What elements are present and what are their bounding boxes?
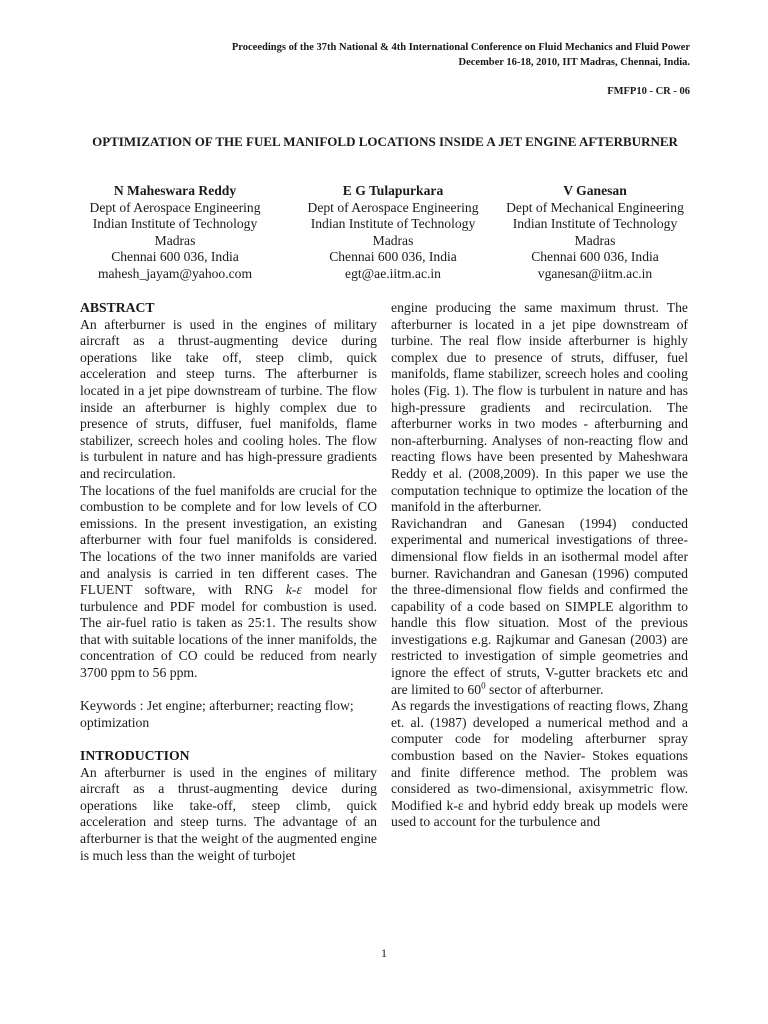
- author-institute: Indian Institute of Technology: [512, 216, 678, 231]
- author-email: vganesan@iitm.ac.in: [537, 265, 653, 281]
- author-email: egt@ae.iitm.ac.in: [345, 265, 441, 281]
- author-name: V Ganesan: [563, 183, 627, 198]
- author-institute: Indian Institute of Technology: [310, 216, 476, 231]
- body-paragraph: As regards the investigations of reacting flows, Zhang et. al. (1987) developed a numerical method and a computer code for modeling afterburner spray combustion based on the Navier- Stokes equations and finite difference method. The problem was considered as two-dimensional, axisymmetric flow. Modified k-ε and hybrid eddy break up models were used to account for the turbulence and: [391, 698, 688, 830]
- conference-header: Proceedings of the 37th National & 4th International Conference on Fluid Mechanics and Fluid Power: [231, 42, 690, 53]
- body-paragraph: engine producing the same maximum thrust. The afterburner is located in a jet pipe downstream of turbine. The real flow inside afterburner is highly complex due to presence of struts, diffuser, fuel manifolds, flame stabilizer, screech holes and cooling holes (Fig. 1). The flow is turbulent in nature and has high-pressure gradients and recirculation. The afterburner works in two modes - afterburning and non-afterburning. Analyses of non-reacting flow and reacting flows have been presented by Maheshwara Reddy et al. (2008,2009). In this paper we use the computation technique to optimize the location of the manifold in the afterburner.: [391, 300, 688, 515]
- abstract-heading: ABSTRACT: [80, 300, 155, 315]
- abstract-paragraph: The locations of the fuel manifolds are crucial for the combustion to be complete and for low levels of CO emissions. In the present investigation, an existing afterburner with four fuel manifolds is considered. The locations of the two inner manifolds are varied and analysis is carried in ten different cases. The FLUENT software, with RNG k-ε model for turbulence and PDF model for combustion is used. The air-fuel ratio is taken as 25:1. The results show that with suitable locations of the inner manifolds, the concentration of CO could be reduced from nearly 3700 ppm to 56 ppm.: [80, 482, 377, 681]
- conference-dates: December 16-18, 2010, IIT Madras, Chennai, India.: [458, 57, 690, 68]
- author-block: [283, 183, 503, 282]
- abstract-paragraph: An afterburner is used in the engines of military aircraft as a thrust-augmenting device during operations like take off, steep climb, quick acceleration and steep turns. The afterburner is located in a jet pipe downstream of turbine. The flow inside an afterburner is highly complex due to presence of struts, diffuser, fuel manifolds, flame stabilizer, screech holes and cooling holes. The flow is turbulent in nature and has high-pressure gradients and recirculation.: [80, 316, 377, 481]
- introduction-heading: INTRODUCTION: [80, 748, 190, 764]
- author-block: [485, 183, 705, 282]
- author-address: Chennai 600 036, India: [531, 249, 659, 264]
- author-email: mahesh_jayam@yahoo.com: [97, 265, 253, 281]
- page-number: 1: [381, 946, 387, 960]
- author-address: Chennai 600 036, India: [329, 249, 457, 264]
- author-city: Madras: [372, 232, 414, 248]
- author-address: Chennai 600 036, India: [111, 249, 239, 264]
- paper-id: FMFP10 - CR - 06: [607, 86, 690, 97]
- author-city: Madras: [154, 232, 196, 248]
- author-dept: Dept of Aerospace Engineering: [89, 199, 261, 215]
- author-block: [65, 183, 285, 282]
- author-institute: Indian Institute of Technology: [92, 216, 258, 231]
- right-column: [391, 300, 688, 831]
- author-name: N Maheswara Reddy: [113, 183, 237, 198]
- body-paragraph: Ravichandran and Ganesan (1994) conducted experimental and numerical investigations of three-dimensional flow fields in an isothermal model after burner. Ravichandran and Ganesan (1996) computed the three-dimensional flow fields and confirmed the capability of a code based on SIMPLE algorithm to handle this flow situation. Most of the previous investigations e.g. Rajkumar and Ganesan (2003) are restricted to investigation of simple geometries and ignore the effect of struts, V-gutter brackets etc and are limited to $60^0$ sector of afterburner.: [391, 515, 688, 697]
- keywords: Keywords : Jet engine; afterburner; reacting flow; optimization: [80, 698, 354, 730]
- author-dept: Dept of Mechanical Engineering: [506, 199, 684, 215]
- author-name: E G Tulapurkara: [342, 183, 444, 198]
- introduction-paragraph: An afterburner is used in the engines of military aircraft as a thrust-augmenting device during operations like take-off, steep climb, quick acceleration and steep turns. The advantage of an afterburner is that the weight of the augmented engine is much less than the weight of turbojet: [80, 764, 377, 863]
- paper-title: OPTIMIZATION OF THE FUEL MANIFOLD LOCATIONS INSIDE A JET ENGINE AFTERBURNER: [92, 134, 678, 149]
- author-city: Madras: [574, 232, 616, 248]
- left-column: [80, 300, 377, 864]
- author-dept: Dept of Aerospace Engineering: [307, 199, 479, 215]
